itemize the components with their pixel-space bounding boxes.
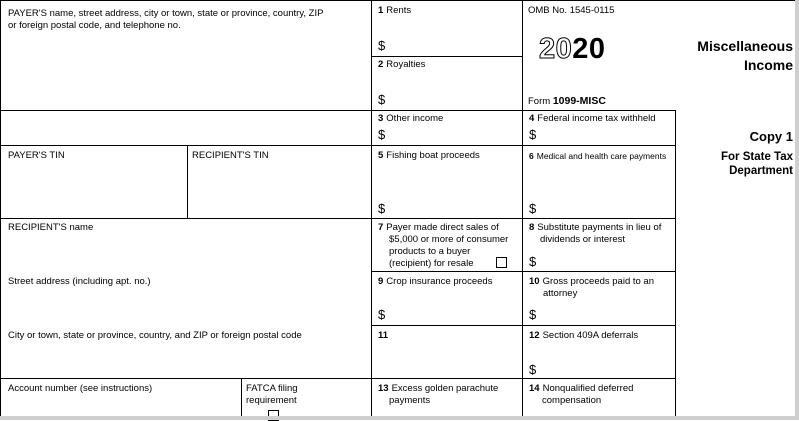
divider-row3 — [0, 218, 675, 219]
box7-checkbox[interactable] — [496, 257, 507, 268]
divider-fatca — [241, 378, 242, 420]
divider-col3 — [675, 110, 676, 420]
box7-label: 7 Payer made direct sales of — [378, 222, 499, 233]
box10-label-line2: attorney — [543, 288, 578, 299]
box5-dollar: $ — [378, 201, 386, 216]
omb-number: OMB No. 1545-0115 — [528, 5, 615, 16]
divider-row1 — [0, 110, 675, 111]
box11-label: 11 — [378, 330, 389, 341]
divider-col2 — [522, 0, 523, 420]
payer-label: PAYER'S name, street address, city or town, state or province, country, ZIP — [8, 8, 324, 19]
frame-shadow-bottom — [0, 416, 799, 420]
divider-b1-b2 — [371, 56, 522, 57]
box8-label: 8 Substitute payments in lieu of — [529, 222, 662, 233]
box14-label: 14 Nonqualified deferred — [529, 383, 634, 394]
recipient-tin-label: RECIPIENT'S TIN — [192, 150, 269, 161]
divider-row6 — [0, 378, 675, 379]
box14-label-line2: compensation — [542, 395, 602, 406]
border-top — [0, 0, 799, 1]
box13-label: 13 Excess golden parachute — [378, 383, 499, 394]
box2-dollar: $ — [378, 92, 386, 107]
payer-label-cont: or foreign postal code, and telephone no. — [8, 20, 181, 31]
box13-label-line2: payments — [389, 395, 431, 406]
box12-label: 12 Section 409A deferrals — [529, 330, 639, 341]
box3-dollar: $ — [378, 127, 386, 142]
divider-col1 — [371, 0, 372, 420]
box1-dollar: $ — [378, 38, 386, 53]
box10-dollar: $ — [529, 307, 537, 322]
divider-row4 — [371, 271, 675, 272]
fatca-label-line2: requirement — [246, 395, 297, 406]
box5-label: 5 Fishing boat proceeds — [378, 150, 480, 161]
copy-label: Copy 1 — [749, 129, 793, 144]
tax-year: 2020 — [539, 33, 606, 65]
box8-label-line2: dividends or interest — [540, 234, 626, 245]
box6-label: 6 Medical and health care payments — [529, 151, 667, 161]
payer-tin-label: PAYER'S TIN — [8, 150, 65, 161]
recipient-name-label: RECIPIENT'S name — [8, 222, 94, 233]
box4-dollar: $ — [529, 127, 537, 142]
copy-description: For State Tax Department — [721, 151, 793, 177]
box9-label: 9 Crop insurance proceeds — [378, 276, 493, 287]
fatca-label: FATCA filing — [246, 383, 298, 394]
border-left — [0, 0, 1, 420]
divider-tin — [187, 145, 188, 218]
divider-row2 — [0, 145, 675, 146]
box9-dollar: $ — [378, 307, 386, 322]
box3-label: 3 Other income — [378, 113, 444, 124]
divider-row5 — [371, 325, 675, 326]
box2-label: 2 Royalties — [378, 59, 426, 70]
form-title: Miscellaneous Income — [697, 38, 793, 73]
city-label: City or town, state or province, country, and ZIP or foreign postal code — [8, 330, 302, 341]
box8-dollar: $ — [529, 254, 537, 269]
box10-label: 10 Gross proceeds paid to an — [529, 276, 655, 287]
account-number-label: Account number (see instructions) — [8, 383, 153, 394]
box12-dollar: $ — [529, 362, 537, 377]
form-label: Form 1099-MISC — [528, 95, 606, 107]
frame-shadow-right — [795, 0, 799, 420]
box7-label-line3: products to a buyer — [389, 246, 471, 257]
box6-dollar: $ — [529, 201, 537, 216]
box7-label-line2: $5,000 or more of consumer — [389, 234, 509, 245]
box1-label: 1 Rents — [378, 5, 412, 16]
box7-label-line4: (recipient) for resale — [389, 258, 474, 269]
street-address-label: Street address (including apt. no.) — [8, 276, 151, 287]
box4-label: 4 Federal income tax withheld — [529, 113, 656, 124]
